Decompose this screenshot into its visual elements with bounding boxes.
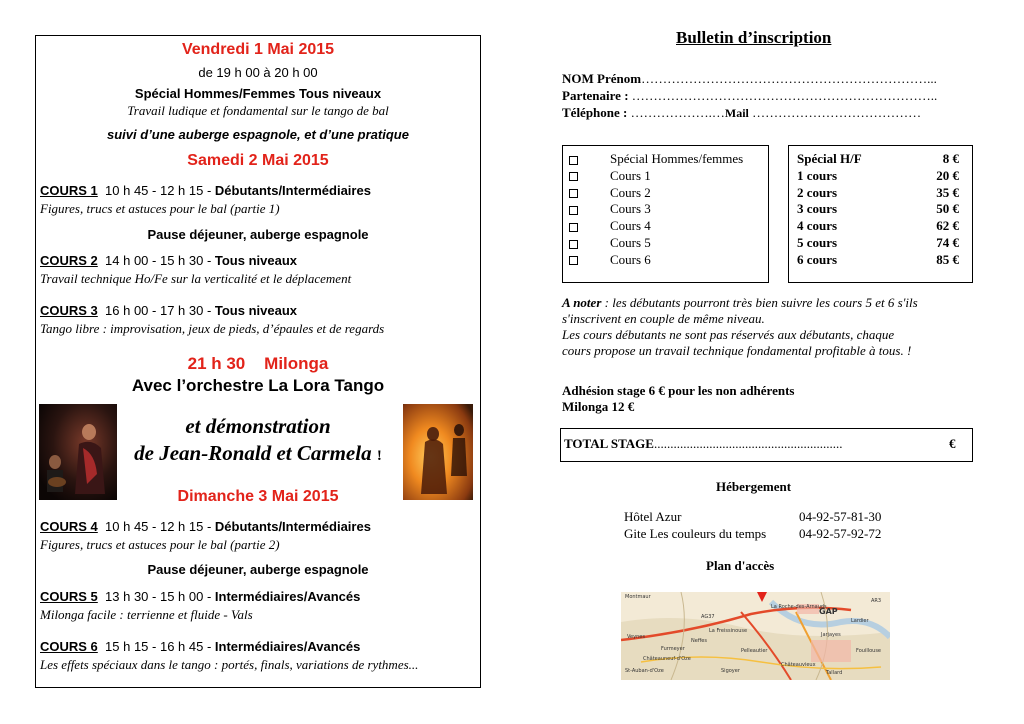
- friday-title: Vendredi 1 Mai 2015: [181, 41, 335, 58]
- cours-3-line: [40, 303, 297, 318]
- cours-5-label: COURS 5: [40, 589, 98, 604]
- price-row: [797, 168, 959, 185]
- course-choices-list: [569, 151, 743, 269]
- friday-followed: suivi d’une auberge espagnole, et d’une pratique: [107, 127, 409, 142]
- course-choice-row[interactable]: [569, 218, 743, 235]
- checkbox-icon[interactable]: [569, 206, 578, 215]
- price-row: [797, 235, 959, 252]
- checkbox-icon[interactable]: [569, 189, 578, 198]
- cours-1-time: 10 h 45 - 12 h 15 -: [105, 183, 215, 198]
- membership-fee: Adhésion stage 6 € pour les non adhérents: [562, 383, 795, 398]
- price-label: 1 cours: [797, 167, 838, 183]
- note-text-1: : les débutants pourront très bien suivre les cours 5 et 6 s'ils: [601, 295, 918, 310]
- note-bold: A noter: [562, 295, 602, 310]
- price-row: [797, 218, 959, 235]
- course-choice-row[interactable]: [569, 235, 743, 252]
- mail-dots: …………………………………: [748, 105, 922, 120]
- checkbox-icon[interactable]: [569, 172, 578, 181]
- course-choice-row[interactable]: [569, 168, 743, 185]
- milonga-word: Milonga: [264, 354, 329, 373]
- lunch-break-sunday: Pause déjeuner, auberge espagnole: [147, 562, 369, 577]
- milonga-time: 21 h 30: [187, 354, 246, 373]
- cours-1-label: COURS 1: [40, 183, 98, 198]
- map-label: Tallard: [826, 670, 843, 676]
- cours-2-level: Tous niveaux: [214, 253, 298, 268]
- partner-field[interactable]: [562, 88, 937, 104]
- price-label: Spécial H/F: [797, 151, 862, 166]
- price-label: 3 cours: [797, 201, 838, 217]
- cours-5-time: 13 h 30 - 15 h 00 -: [105, 589, 215, 604]
- cours-4-level: Débutants/Intermédiaires: [214, 519, 371, 534]
- total-label: TOTAL STAGE: [564, 436, 654, 451]
- total-dots: ..........................................................: [653, 436, 843, 451]
- price-value: 50 €: [936, 201, 959, 217]
- cours-6-label: COURS 6: [40, 639, 98, 654]
- milonga-price: Milonga 12 €: [562, 399, 635, 414]
- map-label: GAP: [819, 607, 838, 616]
- cours-6-level: Intermédiaires/Avancés: [214, 639, 361, 654]
- form-title: Bulletin d’inscription: [676, 28, 832, 47]
- map-label: La Roche-des-Arnauds: [771, 604, 827, 610]
- note-line-3: Les cours débutants ne sont pas réservés aux débutants, chaque: [562, 327, 895, 342]
- name-dots: …………………………………………………………...: [641, 71, 937, 86]
- price-list: [797, 151, 959, 269]
- price-label: 5 cours: [797, 234, 838, 250]
- map-label: Châteauneuf-d'Oze: [643, 656, 691, 662]
- course-choice-label: Cours 3: [610, 201, 651, 217]
- price-label: 6 cours: [797, 251, 838, 267]
- map-label: AR3: [871, 598, 882, 604]
- cours-6-line: [40, 639, 360, 654]
- map-label: Furmeyer: [661, 646, 685, 652]
- cours-5-line: [40, 589, 360, 604]
- lodging-row: [624, 525, 904, 542]
- cours-3-description: Tango libre : improvisation, jeux de pieds, d’épaules et de regards: [40, 321, 385, 336]
- map-label: Neffes: [691, 638, 707, 644]
- map-title: Plan d'accès: [706, 558, 775, 573]
- course-choice-label: Cours 5: [610, 234, 651, 250]
- map-label: Fouillouse: [856, 648, 882, 654]
- friday-special: Spécial Hommes/Femmes Tous niveaux: [134, 86, 382, 101]
- cours-4-time: 10 h 45 - 12 h 15 -: [105, 519, 215, 534]
- lodging-name: Gite Les couleurs du temps: [624, 526, 767, 541]
- price-label: 2 cours: [797, 184, 838, 200]
- price-value: 74 €: [936, 234, 959, 250]
- cours-4-line: [40, 519, 371, 534]
- access-map[interactable]: [621, 592, 890, 680]
- cours-4-label: COURS 4: [40, 519, 98, 534]
- partner-label: Partenaire :: [562, 88, 629, 103]
- lodging-title: Hébergement: [716, 479, 792, 494]
- course-choice-label: Cours 4: [610, 218, 651, 234]
- phone-mail-field[interactable]: [562, 105, 921, 121]
- map-label: Pelleautier: [741, 648, 768, 654]
- lodging-name: Hôtel Azur: [624, 509, 682, 524]
- friday-time: de 19 h 00 à 20 h 00: [198, 65, 318, 80]
- cours-2-line: [40, 253, 297, 268]
- note-line-1: [562, 295, 918, 311]
- map-label: Châteauvieux: [781, 662, 816, 668]
- cours-2-time: 14 h 00 - 15 h 30 -: [105, 253, 215, 268]
- map-label: Jarjayes: [821, 632, 841, 638]
- cours-4-description: Figures, trucs et astuces pour le bal (partie 2): [40, 537, 280, 552]
- map-label: Montmaur: [625, 594, 651, 600]
- course-choice-row[interactable]: [569, 201, 743, 218]
- lodging-phone: 04-92-57-81-30: [799, 509, 882, 524]
- checkbox-icon[interactable]: [569, 156, 578, 165]
- checkbox-icon[interactable]: [569, 256, 578, 265]
- cours-5-level: Intermédiaires/Avancés: [214, 589, 361, 604]
- note-line-4: cours propose un travail technique fondamental profitable à tous. !: [562, 343, 912, 358]
- name-field[interactable]: [562, 71, 937, 87]
- map-label: Veynes: [627, 634, 645, 640]
- mail-label: Mail: [724, 106, 749, 120]
- cours-3-level: Tous niveaux: [214, 303, 298, 318]
- cours-3-label: COURS 3: [40, 303, 98, 318]
- cours-2-label: COURS 2: [40, 253, 98, 268]
- map-label: Lardier: [851, 618, 869, 624]
- price-label: 4 cours: [797, 218, 838, 234]
- lodging-phone: 04-92-57-92-72: [799, 526, 882, 541]
- phone-label: Téléphone :: [562, 105, 628, 120]
- price-value: 8 €: [942, 151, 959, 166]
- tango-photo-right: [403, 404, 473, 500]
- cours-5-description: Milonga facile : terrienne et fluide - Vals: [40, 607, 253, 622]
- lodging-row: [624, 508, 904, 525]
- note-block: [562, 295, 918, 359]
- price-row: [797, 151, 959, 168]
- demonstrators: de Jean-Ronald et Carmela: [134, 441, 372, 465]
- phone-dots: ……………….…: [627, 105, 725, 120]
- course-choice-row[interactable]: [569, 185, 743, 202]
- map-label: AG37: [701, 614, 715, 620]
- cours-1-line: [40, 183, 371, 198]
- price-value: 35 €: [936, 184, 959, 200]
- lunch-break-saturday: Pause déjeuner, auberge espagnole: [147, 227, 369, 242]
- price-value: 62 €: [936, 218, 959, 234]
- demonstration-exclamation: !: [376, 448, 382, 464]
- price-table-box: [788, 145, 973, 283]
- friday-description: Travail ludique et fondamental sur le tango de bal: [127, 103, 389, 118]
- program-box: [35, 35, 481, 688]
- milonga-line: [36, 354, 480, 374]
- total-line: [564, 436, 842, 452]
- note-line-2: s'inscrivent en couple de même niveau.: [562, 311, 765, 326]
- course-choice-label: Spécial Hommes/femmes: [610, 151, 744, 166]
- lodging-list: [624, 508, 904, 542]
- price-value: 20 €: [936, 167, 959, 183]
- checkbox-icon[interactable]: [569, 240, 578, 249]
- cours-2-description: Travail technique Ho/Fe sur la verticalité et le déplacement: [40, 271, 352, 286]
- course-choice-row[interactable]: [569, 252, 743, 269]
- course-choice-row[interactable]: [569, 151, 743, 168]
- total-box[interactable]: [560, 428, 973, 462]
- demonstration-line-1: et démonstration: [185, 414, 331, 438]
- saturday-title: Samedi 2 Mai 2015: [187, 152, 329, 169]
- course-choice-label: Cours 1: [610, 167, 651, 183]
- cours-1-description: Figures, trucs et astuces pour le bal (partie 1): [40, 201, 280, 216]
- total-currency: €: [949, 436, 956, 451]
- map-label: Sigoyer: [721, 668, 740, 674]
- checkbox-icon[interactable]: [569, 223, 578, 232]
- name-label: NOM Prénom: [562, 71, 642, 86]
- price-row: [797, 201, 959, 218]
- orchestra-line: Avec l’orchestre La Lora Tango: [131, 376, 385, 395]
- cours-1-level: Débutants/Intermédiaires: [214, 183, 371, 198]
- price-row: [797, 185, 959, 202]
- map-label: St-Auban-d'Oze: [625, 668, 664, 674]
- cours-6-time: 15 h 15 - 16 h 45 -: [105, 639, 215, 654]
- sunday-title: Dimanche 3 Mai 2015: [177, 488, 339, 505]
- course-choice-label: Cours 2: [610, 184, 651, 200]
- map-label: La Freissinouse: [709, 628, 748, 634]
- cours-6-description: Les effets spéciaux dans le tango : portés, finals, variations de rythmes...: [40, 657, 419, 672]
- partner-dots: ……………………………………………………………..: [628, 88, 938, 103]
- course-choice-label: Cours 6: [610, 251, 651, 267]
- price-row: [797, 252, 959, 269]
- price-value: 85 €: [936, 251, 959, 267]
- cours-3-time: 16 h 00 - 17 h 30 -: [105, 303, 215, 318]
- course-choices-box: [562, 145, 769, 283]
